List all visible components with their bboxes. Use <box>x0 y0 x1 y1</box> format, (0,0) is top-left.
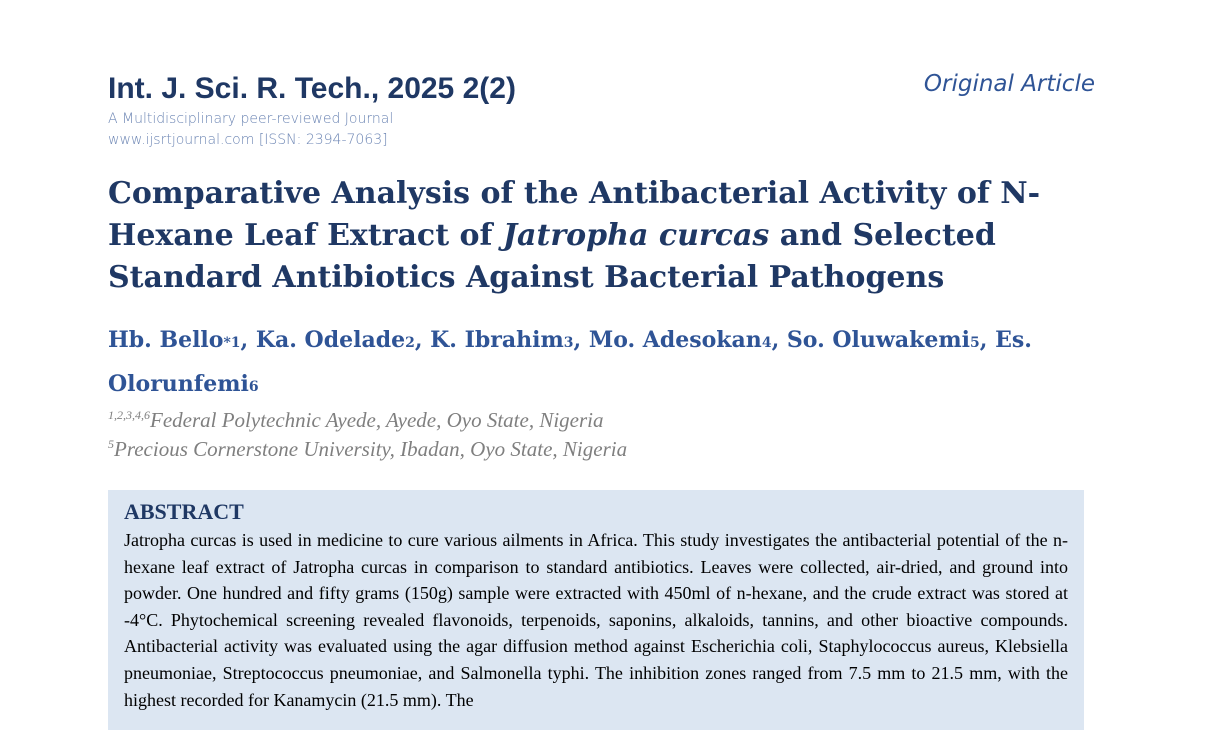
paper-title <box>108 173 1048 299</box>
author-1: Hb. Bello*1, <box>108 327 256 353</box>
journal-tagline: A Multidisciplinary peer-reviewed Journal <box>108 111 394 127</box>
abstract-text: Jatropha curcas is used in medicine to cure various ailments in Africa. This study investigates the antibacterial potential of the n-hexane leaf extract of Jatropha curcas in comparison to standard antibiotics. Leaves were collected, air-dried, and ground into powder. One hundred and fifty grams (150g) sample were extracted with 450ml of n-hexane, and the crude extract was stored at -4°C. Phytochemical screening revealed flavonoids, terpenoids, saponins, alkaloids, tannins, and other bioactive compounds. Antibacterial activity was evaluated using the agar diffusion method against Escherichia coli, Staphylococcus aureus, Klebsiella pneumoniae, Streptococcus pneumoniae, and Salmonella typhi. The inhibition zones ranged from 7.5 mm to 21.5 mm, with the highest recorded for Kanamycin (21.5 mm). The <box>124 530 1068 710</box>
author-6: Es. Olorunfemi6 <box>108 327 1032 397</box>
author-5: So. Oluwakemi5, <box>786 327 996 353</box>
journal-title: Int. J. Sci. R. Tech., 2025 2(2) <box>108 72 516 105</box>
author-list <box>108 320 1068 408</box>
journal-website-link[interactable]: www.ijsrtjournal.com [ISSN: 2394-7063] <box>108 132 388 148</box>
title-part-1: Comparative Analysis of the Antibacterial Activity of N-Hexane Leaf Extract of <box>108 176 1041 253</box>
article-type-label: Original Article <box>923 71 1095 97</box>
affiliation-2-marks: 5 <box>108 437 114 451</box>
affiliation-2 <box>108 437 627 462</box>
affiliation-1 <box>108 408 604 433</box>
abstract-heading: ABSTRACT <box>124 499 244 524</box>
author-2: Ka. Odelade2, <box>255 327 431 353</box>
title-species-name: Jatropha curcas <box>502 218 770 253</box>
title-part-2: and Selected Standard Antibiotics Against Bacterial Pathogens <box>108 218 996 295</box>
author-3: K. Ibrahim3, <box>430 327 589 353</box>
abstract-box <box>108 490 1084 730</box>
affiliation-1-text: Federal Polytechnic Ayede, Ayede, Oyo State, Nigeria <box>150 408 604 432</box>
affiliation-1-marks: 1,2,3,4,6 <box>108 408 150 422</box>
affiliation-2-text: Precious Cornerstone University, Ibadan, Oyo State, Nigeria <box>114 437 628 461</box>
author-4: Mo. Adesokan4, <box>588 327 787 353</box>
